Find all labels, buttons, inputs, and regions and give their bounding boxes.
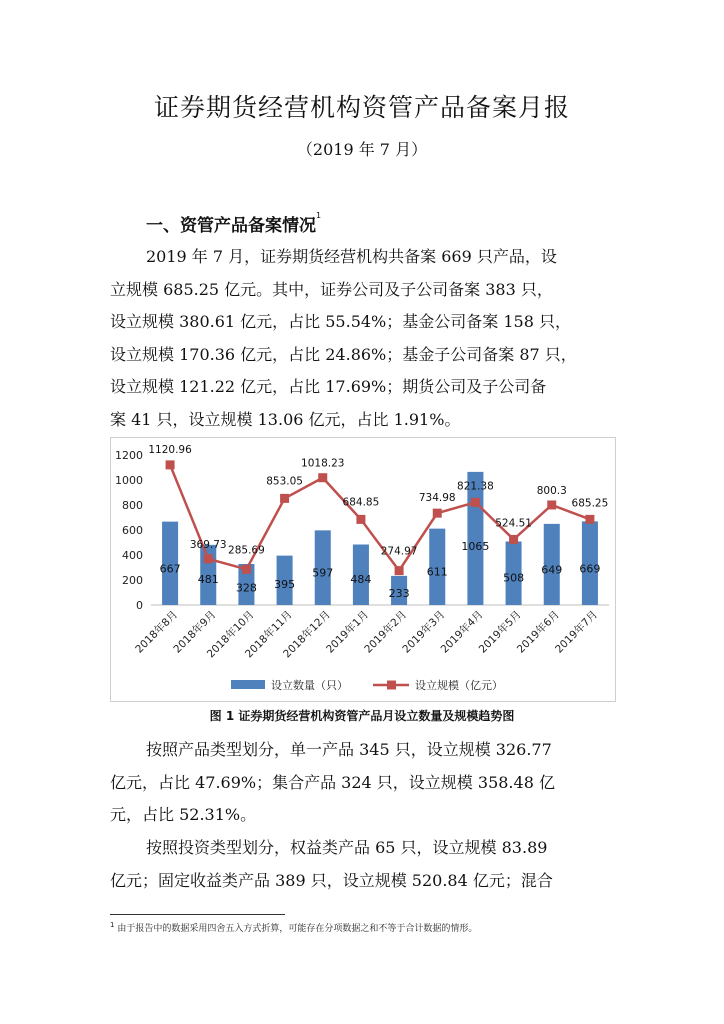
x-category-label: 2018年12月 <box>281 608 333 661</box>
bar-value-label: 667 <box>159 562 181 576</box>
x-category-label: 2019年3月 <box>400 608 448 656</box>
x-category-label: 2018年9月 <box>171 608 219 656</box>
y-tick-label: 1000 <box>115 474 143 487</box>
bar-value-label: 508 <box>503 571 525 585</box>
line-point-12 <box>585 515 594 524</box>
line-value-label: 800.3 <box>536 484 567 497</box>
section-heading <box>146 211 321 236</box>
y-tick-label: 400 <box>122 549 143 562</box>
line-point-9 <box>471 498 480 507</box>
paragraph-line: 2019 年 7 月，证券期货经营机构共备案 669 只产品，设 <box>146 247 557 266</box>
x-category-label: 2019年4月 <box>438 608 486 656</box>
bar-value-label: 481 <box>197 572 219 586</box>
paragraph-line: 设立规模 121.22 亿元，占比 17.69%；期货公司及子公司备 <box>110 377 547 396</box>
line-value-label: 524.51 <box>495 517 532 530</box>
x-category-label: 2019年2月 <box>362 608 410 656</box>
line-value-label: 1120.96 <box>148 443 192 456</box>
paragraph-line: 案 41 只，设立规模 13.06 亿元，占比 1.91%。 <box>110 409 461 429</box>
x-category-label: 2018年8月 <box>133 608 181 656</box>
line-point-10 <box>509 535 518 544</box>
x-category-label: 2019年5月 <box>476 608 524 656</box>
line-value-label: 274.97 <box>380 545 418 558</box>
bar-value-label: 328 <box>235 581 257 595</box>
legend-bar-swatch <box>231 680 265 689</box>
bar-value-label: 611 <box>426 565 448 579</box>
bar-value-label: 649 <box>541 563 563 577</box>
line-value-label: 684.85 <box>342 496 380 509</box>
line-value-label: 853.05 <box>266 475 303 488</box>
legend-bar-label: 设立数量（只） <box>271 679 348 692</box>
paragraph-line: 按照投资类型划分，权益类产品 65 只，设立规模 83.89 <box>146 838 548 857</box>
bar-value-label: 395 <box>274 577 296 591</box>
y-tick-label: 200 <box>122 574 143 587</box>
line-point-1 <box>166 460 175 469</box>
line-value-label: 285.69 <box>228 544 265 557</box>
line-value-label: 734.98 <box>418 492 456 505</box>
legend-line-label: 设立规模（亿元） <box>415 679 503 692</box>
paragraph-line: 亿元，占比 47.69%；集合产品 324 只，设立规模 358.48 亿 <box>110 772 555 792</box>
line-point-6 <box>356 515 365 524</box>
figure-caption: 图 1 证券期货经营机构资管产品月设立数量及规模趋势图 <box>209 709 515 723</box>
footnote-mark: 1 <box>316 211 322 220</box>
paragraph-line: 亿元；固定收益类产品 389 只，设立规模 520.84 亿元；混合 <box>110 870 553 890</box>
line-point-4 <box>280 494 289 503</box>
bar-value-label: 1065 <box>461 540 490 554</box>
paragraph-line: 设立规模 380.61 亿元，占比 55.54%；基金公司备案 158 只， <box>110 312 571 331</box>
line-point-3 <box>242 565 251 574</box>
y-tick-label: 800 <box>122 499 143 512</box>
bar-value-label: 484 <box>350 572 372 586</box>
line-value-label: 369.73 <box>189 538 227 551</box>
bar-value-label: 597 <box>312 566 334 580</box>
x-category-label: 2019年1月 <box>324 608 372 656</box>
bar-value-label: 233 <box>388 586 410 600</box>
footnote-text: 由于报告中的数据采用四舍五入方式折算，可能存在分项数据之和不等于合计数据的情形。 <box>117 924 478 934</box>
paragraph-investment-type <box>110 832 616 897</box>
paragraph-line: 立规模 685.25 亿元。其中，证券公司及子公司备案 383 只， <box>110 279 553 299</box>
x-category-label: 2019年6月 <box>514 608 562 656</box>
line-point-8 <box>433 509 442 518</box>
line-value-label: 821.38 <box>457 480 494 493</box>
line-point-11 <box>547 500 556 509</box>
x-category-label: 2018年10月 <box>204 608 257 661</box>
y-tick-label: 0 <box>136 599 143 612</box>
y-tick-label: 600 <box>122 524 143 537</box>
section-heading-text: 一、资管产品备案情况 <box>146 216 316 236</box>
paragraph-filing-summary <box>110 241 616 436</box>
footnote-number: 1 <box>110 921 115 929</box>
footnote-divider <box>110 914 285 915</box>
line-point-5 <box>318 473 327 482</box>
bar-value-label: 669 <box>579 562 601 576</box>
line-value-label: 1018.23 <box>301 457 345 470</box>
document-subtitle: （2019 年 7 月） <box>296 140 428 159</box>
trend-chart <box>110 437 616 702</box>
line-value-label: 685.25 <box>571 497 609 510</box>
line-point-2 <box>204 554 213 563</box>
paragraph-line: 设立规模 170.36 亿元，占比 24.86%；基金子公司备案 87 只， <box>110 344 577 364</box>
paragraph-product-type <box>110 734 616 832</box>
paragraph-line: 按照产品类型划分，单一产品 345 只，设立规模 326.77 <box>146 740 552 759</box>
legend-line-marker <box>387 681 396 690</box>
trend-chart-svg <box>111 438 617 703</box>
x-category-label: 2019年7月 <box>553 608 601 656</box>
line-point-7 <box>395 566 404 575</box>
paragraph-line: 元，占比 52.31%。 <box>110 805 257 824</box>
footnote <box>110 921 477 934</box>
x-category-label: 2018年11月 <box>243 608 295 661</box>
document-title: 证券期货经营机构资管产品备案月报 <box>153 93 570 122</box>
y-tick-label: 1200 <box>115 449 143 462</box>
